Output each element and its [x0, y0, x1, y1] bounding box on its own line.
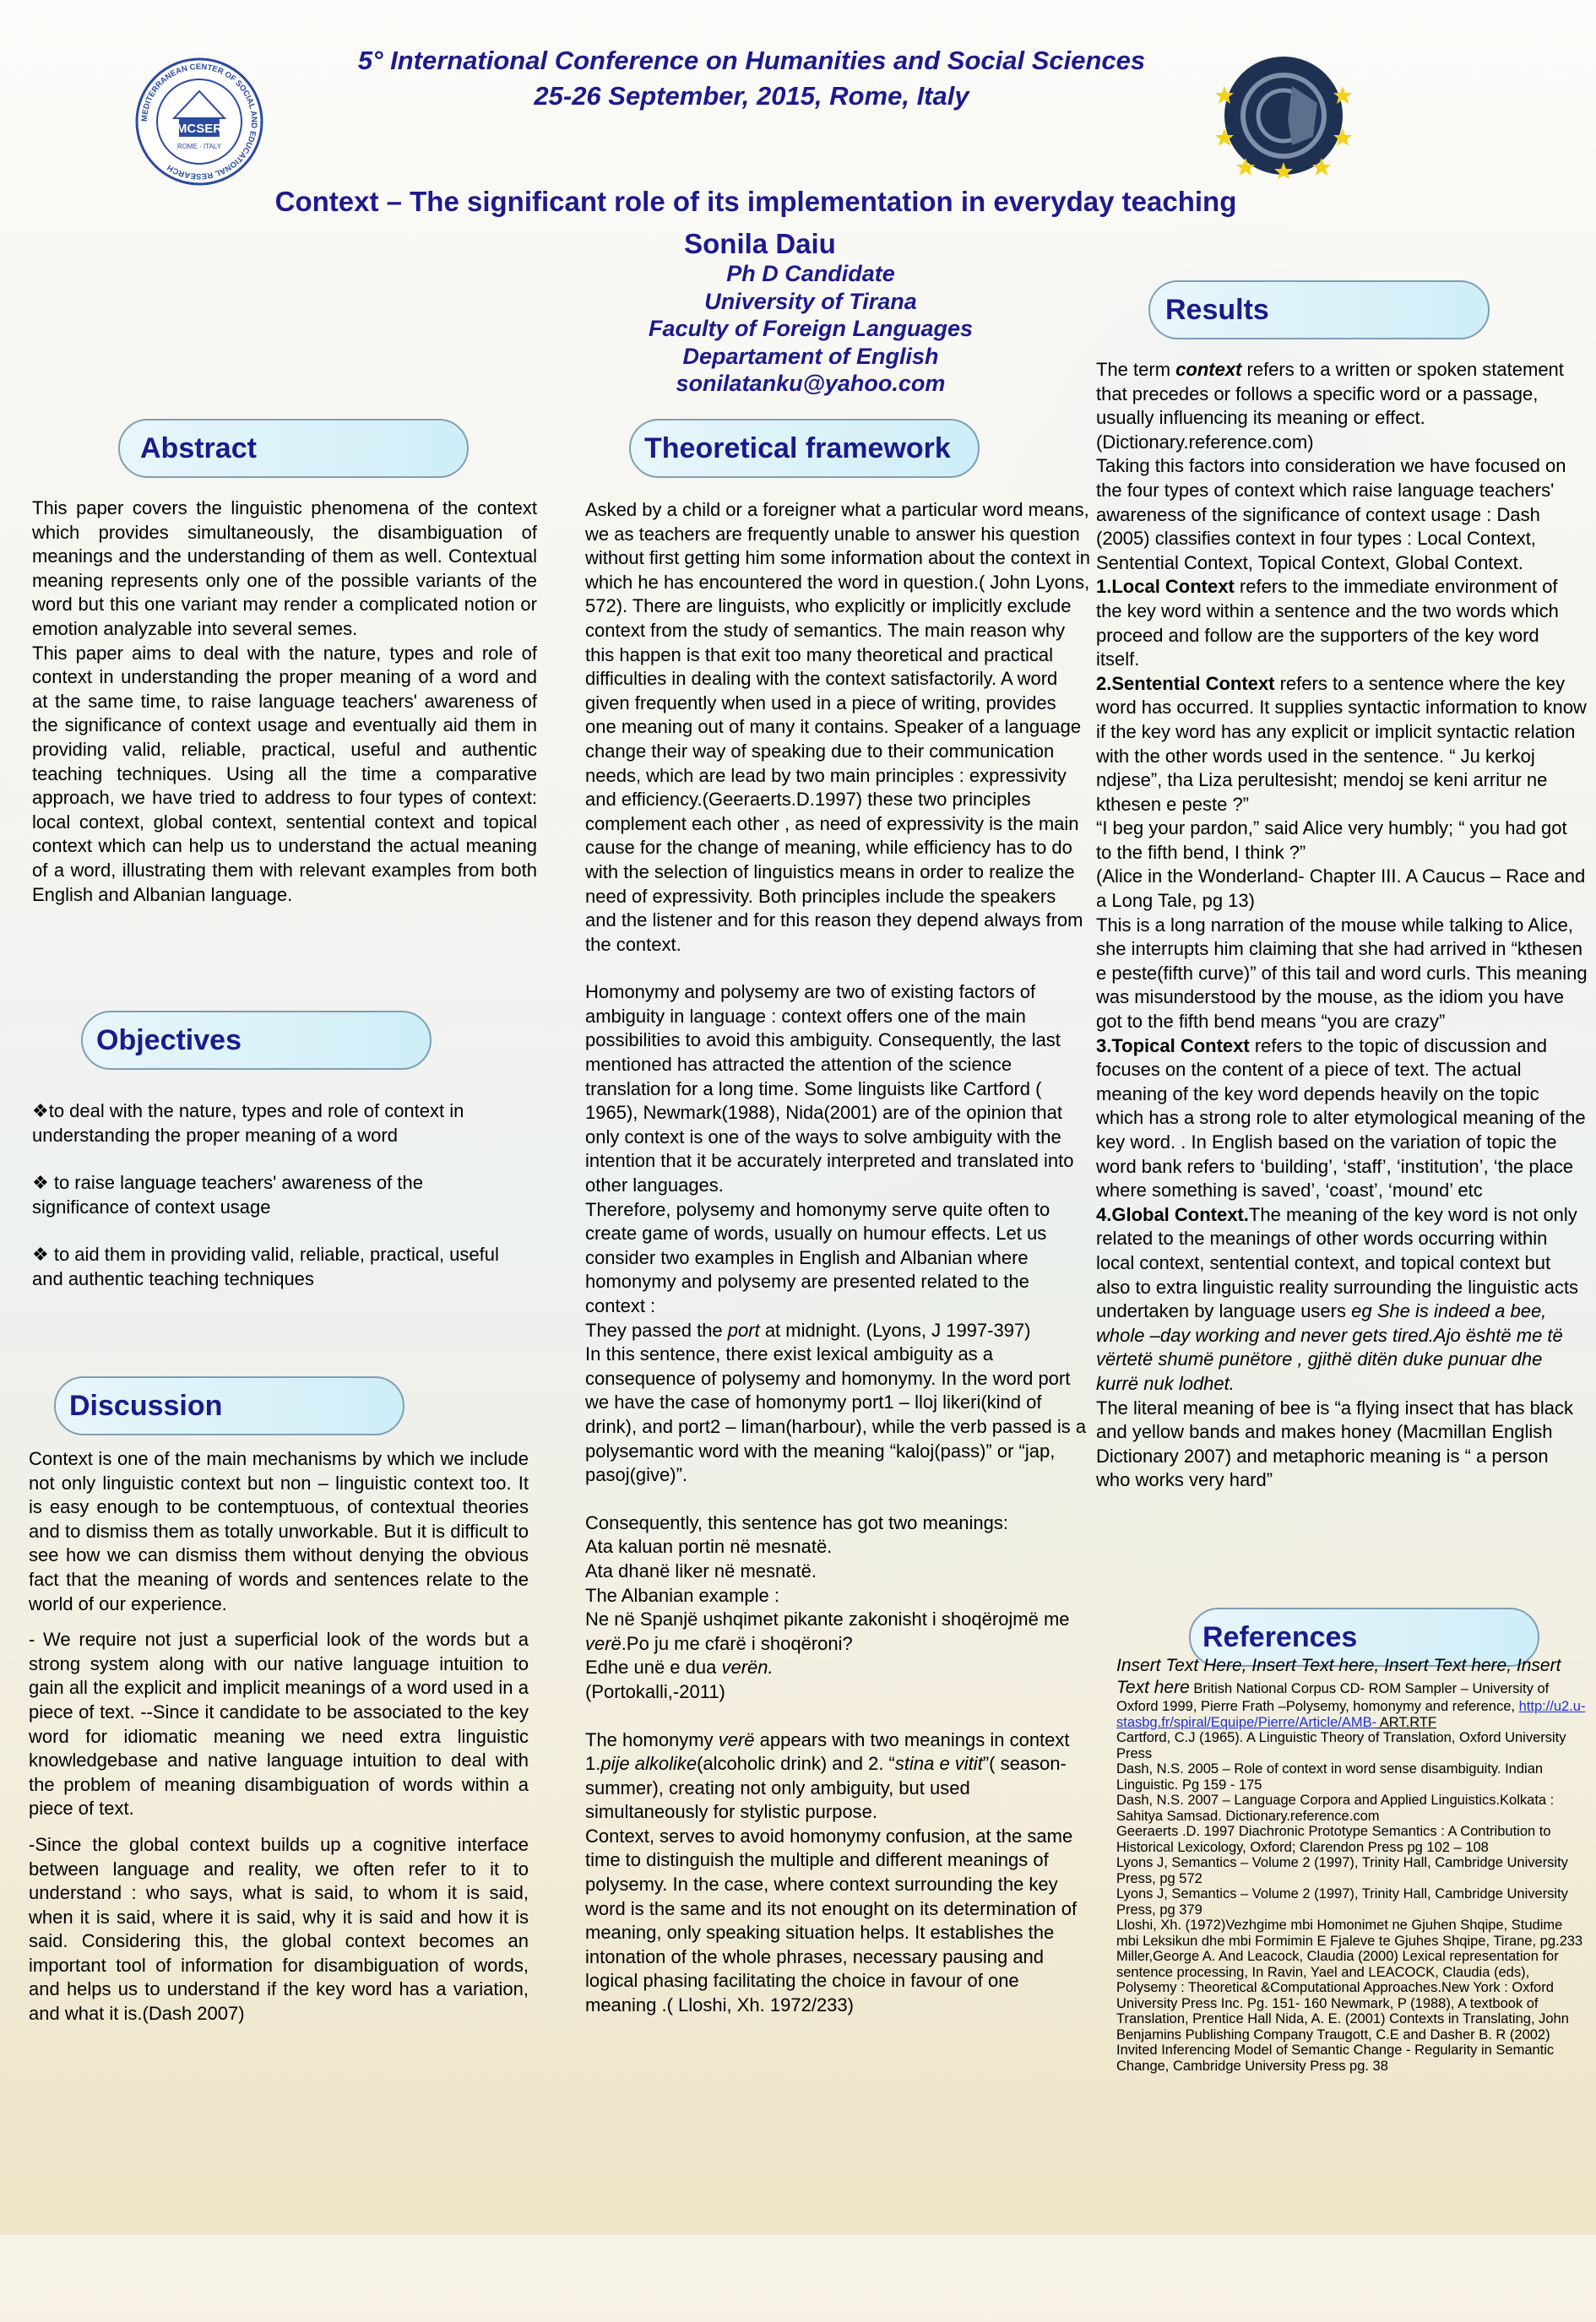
author-name: Sonila Daiu — [684, 228, 836, 259]
theory-paragraph: Homonymy and polysemy are two of existing factors of ambiguity in language : context offers one of the main possibilities to avoid this ambiguity. Consequently, the last mentioned has attracted the attention of the science translation for a long time. Some linguists like Cartford ( 1965), Newmark(1988), Nida(2001) are of the opinion that only context is one of the ways to solve ambiguity with the intention that it be accurately interpreted and translated into other languages. — [585, 981, 1074, 1196]
objective-item: ❖ to raise language teachers' awareness of the significance of context usage — [32, 1172, 423, 1218]
theory-paragraph: Consequently, this sentence has got two meanings: — [585, 1511, 1009, 1533]
results-paragraph — [1096, 672, 1588, 817]
theory-paragraph: Context, serves to avoid homonymy confusion, at the same time to distinguish the multiple and different meanings of polysemy. In the case, where context surrounding the key word is the same and its not enought on its determination of meaning, only speaking situation helps. It establishes the intonation of the whole phrases, necessary pausing and logical phasing facilitating the choice in favour of one meaning .( Lloshi, Xh. 1972/233) — [585, 1825, 1078, 2016]
text-run: port — [727, 1319, 760, 1341]
text-run: Ne në Spanjë ushqimet pikante zakonisht i shoqërojmë me — [585, 1609, 1070, 1630]
text-run: (alcoholic drink) and 2. “ — [697, 1753, 895, 1775]
text-run: 4.Global Context. — [1096, 1203, 1249, 1225]
theory-paragraph: Therefore, polysemy and homonymy serve quite often to create game of words, usually on humour effects. Let us consider two examples in English and Albanian where homonymy and polysemy are presented related to the context : — [585, 1198, 1050, 1316]
discussion-paragraph: -Since the global context builds up a cognitive interface between language and reality, we often refer to it to understand : who says, what is said, to whom it is said, when it is said, where it is said, why it is said and how it is said. Considering this, the global context becomes an important tool of information for disambiguation of words, and helps us to understand if the key word has a variation, and what it is.(Dash 2007) — [29, 1833, 529, 2025]
text-run: refers to a written or spoken statement that precedes or follows a specific word or a passage, usually influencing its meaning or effect. (Dictionary.reference.com) — [1096, 359, 1564, 453]
poster-title: Context – The significant role of its implementation in everyday teaching — [274, 186, 1237, 217]
reference-item: Geeraerts .D. 1997 Diachronic Prototype Semantics : A Contribution to Historical Lexicology, Oxford; Clarendon Press pg 102 – 108 — [1116, 1824, 1551, 1855]
theory-paragraph: (Portokalli,-2011) — [585, 1680, 725, 1702]
text-run: .Po ju me cfarë i shoqëroni? — [621, 1632, 853, 1654]
objectives-header: Objectives — [81, 1011, 432, 1070]
abstract-header: Abstract — [118, 419, 469, 478]
text-run: ART.RTF — [1376, 1714, 1437, 1730]
text-run: eg She is indeed a bee, whole –day working and never gets tired.Ajo është me të vërtetë shumë punëtore , gjithë ditën duke punuar dhe kurrë nuk lodhet. — [1096, 1300, 1563, 1394]
text-run: 1.Local Context — [1096, 576, 1235, 598]
text-run: context — [1175, 359, 1242, 380]
text-run: The meaning of the key word is not only related to the meanings of other words occurring within local context, sentential context, and topical context but also to extra linguistic reality surrounding the linguistic acts undertaken by language users — [1096, 1203, 1579, 1322]
text-run: 3.Topical Context — [1096, 1034, 1250, 1056]
text-run: verë — [718, 1728, 755, 1750]
text-run: verë — [585, 1632, 622, 1654]
discussion-header: Discussion — [54, 1376, 404, 1435]
discussion-paragraph: - We require not just a superficial look of the words but a strong system along with our native language intuition to gain all the explicit and implicit meanings of a word used in a piece of text. --Since it candidate to be associated to the key word for idiomatic meaning we need extra linguistic knowledgebase and native language intuition to deal with the problem of meaning disambiguation of words within a piece of text. — [29, 1629, 529, 1820]
conference-name: 5° International Conference on Humanities and Social Sciences — [357, 46, 1146, 75]
references-placeholder: Insert Text Here, Insert Text here, Insert Text here, Insert Text here — [1116, 1656, 1561, 1697]
text-run: The term — [1096, 359, 1176, 380]
text-run: 2.Sentential Context — [1096, 672, 1275, 694]
theory-paragraph: Ata kaluan portin në mesnatë. — [585, 1536, 833, 1558]
theory-paragraph — [585, 1656, 1092, 1680]
theory-paragraph: Ata dhanë liker në mesnatë. — [585, 1560, 817, 1581]
results-paragraph: This is a long narration of the mouse while talking to Alice, she interrupts him claiming that she had arrived in “kthesen e peste(fifth curve)” of this tail and word curls. This meaning was misunderstood by the mouse, as the idiom you have got to the fifth bend means “you are crazy” — [1096, 914, 1588, 1033]
abstract-paragraph: This paper covers the linguistic phenomena of the context which provides simultaneously, the disambiguation of meanings and the understanding of them as well. Contextual meaning represents only one of the possible variants of the word but this one variant may render a complicated notion or emotion analyzable into several semes. — [32, 497, 537, 639]
text-run: verën. — [721, 1657, 774, 1679]
reference-item: Cartford, C.J (1965). A Linguistic Theory of Translation, Oxford University Press — [1116, 1730, 1566, 1761]
author-department: Departament of English — [682, 343, 939, 369]
theory-paragraph: Asked by a child or a foreigner what a particular word means, we as teachers are frequently unable to answer his question without first getting him some information about the context in which he has encountered the word in question.( John Lyons, 572). There are linguists, who explicitly or implicitly exclude context from the study of semantics. The main reason why this happen is that exit too many theoretical and practical difficulties in dealing with the context satisfactorily. A word given frequently when used in a piece of writing, provides one meaning out of many it contains. Speaker of a language change their way of speaking due to their communication needs, which are lead by two main principles : expressivity and efficiency.(Geeraerts.D.1997) these two principles complement each other , as need of expressivity is the main cause for the change of meaning, while efficiency has to do with the selection of linguistics means in order to realize the need of expressivity. Both principles include the speakers and the listener and for this reason they depend always from the context. — [585, 499, 1090, 955]
reference-item: Dash, N.S. 2005 – Role of context in word sense disambiguity. Indian Linguistic. Pg 159 - 175 — [1116, 1761, 1544, 1793]
results-paragraph — [1096, 358, 1588, 454]
results-paragraph: Taking this factors into consideration we have focused on the four types of context which raise language teachers' awareness of the significance of context usage : Dash (2005) classifies context in four types : Local Context, Sentential Context, Topical Context, Global Context. — [1096, 455, 1566, 573]
logo-text: MCSER — [176, 122, 223, 136]
logo-ring-text: MEDITERRANEAN CENTER OF SOCIAL AND EDUCATIONAL RESEARCH — [139, 62, 259, 182]
mcser-logo — [135, 57, 263, 186]
text-run: They passed the — [585, 1319, 728, 1341]
text-run: refers to a sentence where the key word has occurred. It supplies syntactic information to know if the key word has any explicit or implicit syntactic relation with the other words used in the sentence. “ Ju kerkoj ndjese”, tha Liza perultesisht; mendoj se keni arritur ne kthesen e peste ?” — [1096, 672, 1587, 815]
text-run: at midnight. (Lyons, J 1997-397) — [759, 1319, 1031, 1341]
objective-item: ❖ to aid them in providing valid, reliable, practical, useful and authentic teaching techniques — [32, 1244, 499, 1289]
reference-item: Lyons J, Semantics – Volume 2 (1997), Trinity Hall, Cambridge University Press, pg 572 — [1116, 1855, 1568, 1886]
references-header: References — [1189, 1608, 1539, 1667]
text-run: refers to the immediate environment of the key word within a sentence and the two words which proceed and follow are the supporters of the key word itself. — [1096, 576, 1559, 670]
text-run: British National Corpus CD- ROM Sampler – University of Oxford 1999, Pierre Frath –Polysemy, homonymy and reference, — [1116, 1681, 1550, 1714]
reference-item: Dash, N.S. 2007 – Language Corpora and Applied Linguistics.Kolkata : Sahitya Samsad. Dictionary.reference.com — [1116, 1793, 1555, 1824]
theory-paragraph — [585, 1728, 1092, 1825]
text-run: pije alkolike — [600, 1753, 698, 1775]
reference-item — [1116, 1655, 1588, 1730]
text-run: Edhe unë e dua — [585, 1657, 722, 1679]
references-body — [1116, 1655, 1588, 2074]
abstract-paragraph: This paper aims to deal with the nature, types and role of context in understanding the proper meaning of a word and at the same time, to raise language teachers' awareness of the significance of context usage and eventually aid them in providing valid, reliable, practical, useful and authentic teaching techniques. Using all the time a comparative approach, we have tried to address to four types of context: local context, global context, sentential context and topical context which can help us to understand the actual meaning of a word, illustrating them with relevant examples from both English and Albanian language. — [32, 642, 537, 905]
results-paragraph — [1096, 1203, 1588, 1397]
logo-subtext: ROME · ITALY — [176, 143, 222, 150]
reference-link[interactable]: http://u2.u-stasbg.fr/spiral/Equipe/Pierre/Article/AMB- — [1116, 1699, 1586, 1730]
objectives-body — [32, 1099, 505, 1292]
results-paragraph: (Alice in the Wonderland- Chapter III. A Caucus – Race and a Long Tale, pg 13) — [1096, 865, 1586, 912]
theory-paragraph — [585, 1608, 1092, 1656]
author-degree: Ph D Candidate — [726, 261, 895, 286]
theory-paragraph: In this sentence, there exist lexical ambiguity as a consequence of polysemy and homonymy. In the word port we have the case of homonymy port1 – lloj likeri(kind of drink), and port2 – liman(harbour), while the verb passed is a polysemantic word with the meaning “kaloj(pass)” or “jap, pasoj(give)”. — [585, 1343, 1087, 1486]
results-body — [1096, 358, 1588, 1493]
theory-body — [585, 498, 1092, 2018]
results-paragraph — [1096, 575, 1588, 671]
text-run: The homonymy — [585, 1728, 719, 1750]
author-info — [515, 260, 1106, 398]
text-run: ”( season-summer), creating not only ambiguity, but used simultaneously for stylistic purpose. — [585, 1753, 1067, 1823]
author-university: University of Tirana — [704, 288, 917, 314]
theory-header: Theoretical framework — [629, 419, 980, 478]
discussion-paragraph: Context is one of the main mechanisms by which we include not only linguistic context but non – linguistic context too. It is easy enough to be contemptuous, of contextual theories and to dismiss them as totally unworkable. But it is difficult to see how we can dismiss them without denying the obvious fact that the meaning of words and sentences relate to the world of our experience. — [29, 1448, 529, 1614]
results-paragraph: The literal meaning of bee is “a flying insect that has black and yellow bands and makes honey (Macmillan English Dictionary 2007) and metaphoric meaning is “ a person who works very hard” — [1096, 1397, 1573, 1491]
text-run: stina e vitit — [894, 1753, 983, 1775]
results-paragraph: “I beg your pardon,” said Alice very humbly; “ you had got to the fifth bend, I think ?” — [1096, 817, 1567, 863]
results-header: Results — [1148, 280, 1490, 339]
results-paragraph — [1096, 1034, 1588, 1203]
discussion-body — [29, 1447, 529, 2026]
theory-paragraph: The Albanian example : — [585, 1584, 779, 1606]
reference-item: Lloshi, Xh. (1972)Vezhgime mbi Homonimet ne Gjuhen Shqipe, Studime mbi Leksikun dhe mbi Formimin E Fjaleve te Gjuhes Shqipe, Tirane, pg.233 Miller,George A. And Leacock, Claudia (2000) Lexical representation for sentence processing, In Ravin, Yael and LEACOCK, Claudia (eds), Polysemy : Theoretical &Computational Approaches.New York : Oxford University Press Inc. Pg. 151- 160 Newmark, P (1988), A textbook of Translation, Prentice Hall Nida, A. E. (2001) Contexts in Translating, John Benjamins Publishing Company Traugott, C.E and Dasher B. R (2002) Invited Inferencing Model of Semantic Change - Regularity in Semantic Change, Cambridge University Press pg. 38 — [1116, 1918, 1583, 2074]
text-run: refers to the topic of discussion and focuses on the content of a piece of text. The actual meaning of the key word depends heavily on the topic which has a strong role to alter etymological meaning of the key word. . In English based on the variation of topic the word bank refers to ‘building’, ‘staff’, ‘institution’, ‘the place where something is saved’, ‘coast’, ‘mound’ etc — [1096, 1034, 1586, 1202]
author-faculty: Faculty of Foreign Languages — [648, 316, 974, 341]
conference-dates: 25-26 September, 2015, Rome, Italy — [534, 81, 969, 111]
reference-item: Lyons J, Semantics – Volume 2 (1997), Trinity Hall, Cambridge University Press, pg 379 — [1116, 1886, 1568, 1918]
text-run: appears with two meanings in context 1. — [585, 1728, 1070, 1775]
author-email[interactable]: sonilatanku@yahoo.com — [676, 371, 946, 396]
abstract-body — [32, 496, 537, 907]
objective-item: ❖to deal with the nature, types and role of context in understanding the proper meaning of a word — [32, 1100, 464, 1146]
theory-paragraph — [585, 1319, 1092, 1343]
